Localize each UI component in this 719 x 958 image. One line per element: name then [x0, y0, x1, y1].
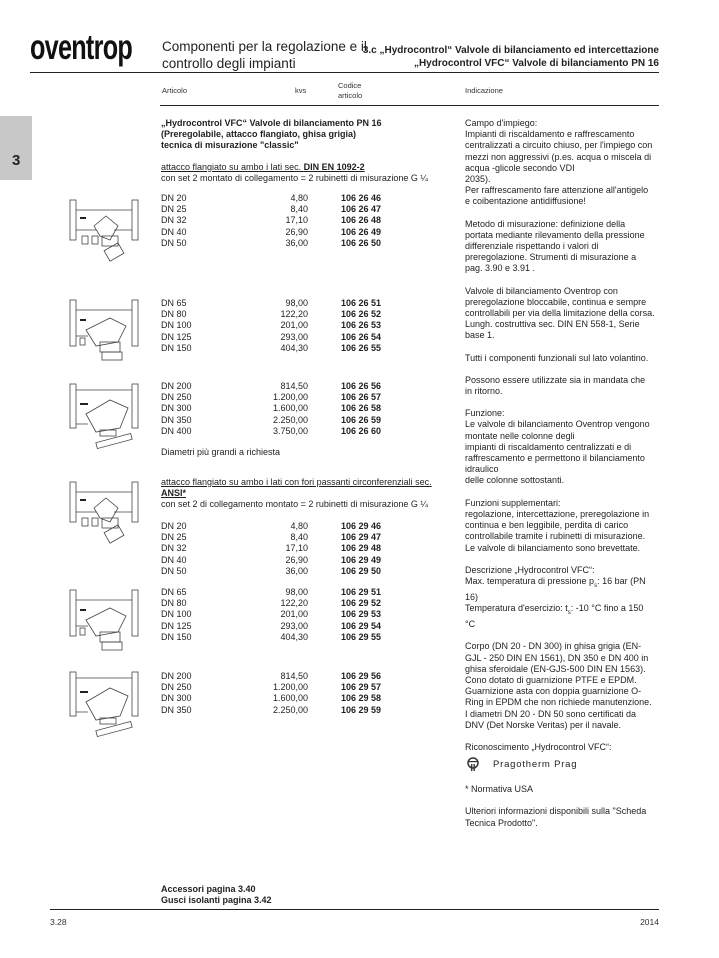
materials-paragraph	[465, 641, 665, 731]
nominal-diameter: DN 32	[161, 215, 187, 226]
table-row	[161, 403, 451, 414]
table-row	[161, 705, 451, 716]
temperature-value-cont: °C	[465, 619, 476, 630]
text-line: Impianti di riscaldamento e raffrescamento	[465, 129, 635, 140]
table-row	[161, 426, 451, 437]
nominal-diameter: DN 250	[161, 682, 192, 693]
column-indicazione: Indicazione	[465, 86, 503, 95]
din-group-2	[161, 298, 451, 354]
article-code: 106 29 57	[341, 682, 382, 693]
nominal-diameter: DN 125	[161, 331, 192, 342]
text-line: controllabili per via della limitazione della corsa.	[465, 308, 655, 319]
ansi-group-2	[161, 587, 451, 643]
kvs-value: 3.750,00	[272, 425, 308, 436]
article-code: 106 26 46	[341, 193, 382, 203]
text-line: Le valvole di bilanciamento sono brevettate.	[465, 542, 641, 553]
din-group-1	[161, 193, 451, 249]
more-info-paragraph	[465, 806, 665, 828]
text-line: Ulteriori informazioni disponibili sulla "Scheda	[465, 806, 647, 817]
kvs-value: 293,00	[280, 331, 308, 342]
measurement-paragraph	[465, 219, 665, 275]
table-row	[161, 309, 451, 320]
article-code: 106 29 47	[341, 532, 382, 543]
pragotherm-logo-icon	[465, 756, 481, 772]
valve-drawing-large-ansi	[66, 668, 144, 738]
function-paragraph	[465, 408, 665, 486]
recognition-title: Riconoscimento „Hydrocontrol VFC“:	[465, 741, 612, 752]
valve-drawing-small-ansi	[66, 478, 144, 548]
column-articolo: Articolo	[162, 86, 188, 95]
page-number: 3.28	[50, 917, 67, 927]
article-code: 106 29 54	[341, 620, 382, 631]
kvs-value: 17,10	[285, 543, 308, 554]
header-title-line2: controllo degli impianti	[162, 56, 296, 71]
chapter-tab	[0, 116, 32, 180]
product-title-line3: tecnica di misurazione "classic"	[161, 140, 299, 151]
ansi-set-text: con set 2 di collegamento montato = 2 rubinetti di misurazione G ¼	[161, 499, 428, 510]
kvs-value: 201,00	[280, 320, 308, 331]
article-code: 106 26 50	[341, 237, 382, 248]
nominal-diameter: DN 150	[161, 342, 192, 353]
article-code: 106 29 59	[341, 704, 382, 715]
section-title-line1: 3.c „Hydrocontrol“ Valvole di bilanciamento ed intercettazione	[362, 45, 659, 56]
text-line: Per raffrescamento fare attenzione all'antigelo	[465, 185, 649, 196]
table-row	[161, 587, 451, 598]
pressure-value: : 16 bar (PN	[597, 575, 646, 586]
nominal-diameter: DN 32	[161, 543, 187, 554]
valve-drawing-medium-ansi	[66, 586, 144, 656]
flow-return-paragraph	[465, 375, 665, 397]
text-line: centralizzati a circuito chiuso, per l'impiego con	[465, 140, 653, 151]
kvs-value: 2.250,00	[272, 414, 308, 425]
nominal-diameter: DN 65	[161, 587, 187, 597]
article-code: 106 29 51	[341, 587, 382, 597]
indicazione-column	[465, 118, 665, 840]
table-row	[161, 320, 451, 331]
nominal-diameter: DN 300	[161, 693, 192, 704]
kvs-value: 8,40	[290, 532, 308, 543]
nominal-diameter: DN 350	[161, 414, 192, 425]
text-line: delle colonne sottostanti.	[465, 475, 565, 486]
usage-paragraph	[465, 118, 665, 208]
article-code: 106 26 53	[341, 320, 382, 331]
text-line: e coibentazione antidiffusione!	[465, 196, 586, 207]
table-row	[161, 215, 451, 226]
article-code: 106 26 58	[341, 403, 382, 414]
table-row	[161, 343, 451, 354]
text-line: Lungh. costruttiva sec. DIN EN 558-1, Serie	[465, 319, 640, 330]
text-line: GJL - 250 DIN EN 1561), DN 350 e DN 400 in	[465, 652, 649, 663]
kvs-value: 122,20	[280, 309, 308, 320]
article-code: 106 26 56	[341, 381, 382, 391]
footer-rule	[50, 909, 659, 910]
article-code: 106 29 52	[341, 598, 382, 609]
text-line: Campo d'impiego:	[465, 118, 538, 128]
kvs-value: 98,00	[285, 298, 308, 308]
nominal-diameter: DN 40	[161, 226, 187, 237]
text-line: controllabile tramite i rubinetti di misurazione.	[465, 531, 646, 542]
text-line: regolazione, intercettazione, preregolazione in	[465, 508, 650, 519]
text-line: pag. 3.90 e 3.91 .	[465, 263, 536, 274]
kvs-value: 814,50	[280, 381, 308, 391]
text-line: Metodo di misurazione: definizione della	[465, 218, 626, 229]
article-code: 106 26 60	[341, 425, 382, 436]
nominal-diameter: DN 400	[161, 425, 192, 436]
kvs-value: 26,90	[285, 226, 308, 237]
table-row	[161, 415, 451, 426]
din-connection-info	[161, 162, 451, 184]
valve-features-paragraph	[465, 286, 665, 342]
din-set-text: con set 2 montato di collegamento = 2 rubinetti di misurazione G ¼	[161, 173, 428, 184]
nominal-diameter: DN 100	[161, 320, 192, 331]
text-line: DNV (Det Norske Veritas) per il navale.	[465, 719, 622, 730]
text-line: Valvole di bilanciamento Oventrop con	[465, 285, 618, 296]
text-line: acqua -glicole secondo VDI	[465, 162, 575, 173]
section-title	[363, 44, 659, 70]
text-line: Corpo (DN 20 - DN 300) in ghisa grigia (EN-	[465, 641, 642, 652]
section-title-line2: „Hydrocontrol VFC“ Valvole di bilanciamento PN 16	[413, 58, 659, 69]
kvs-value: 1.600,00	[272, 403, 308, 414]
article-code: 106 29 48	[341, 543, 382, 554]
text-line: Tecnica Prodotto".	[465, 817, 538, 828]
kvs-value: 404,30	[280, 342, 308, 353]
valve-drawing-medium-din	[66, 296, 144, 366]
nominal-diameter: DN 80	[161, 309, 187, 320]
product-title	[161, 118, 451, 152]
text-line: 2035).	[465, 174, 491, 185]
table-row	[161, 521, 451, 532]
text-line: raffrescamento e permettono il bilanciamento	[465, 453, 645, 464]
nominal-diameter: DN 65	[161, 298, 187, 308]
text-line: Le valvole di bilanciamento Oventrop vengono	[465, 419, 650, 430]
pragotherm-badge	[465, 756, 665, 772]
ansi-group-3	[161, 671, 451, 716]
header-title	[162, 38, 367, 72]
text-line: base 1.	[465, 330, 495, 341]
table-row	[161, 193, 451, 204]
text-line: Tutti i componenti funzionali sul lato volantino.	[465, 352, 649, 363]
nominal-diameter: DN 20	[161, 193, 187, 203]
valve-drawing-small-din	[66, 196, 144, 266]
article-code: 106 26 48	[341, 215, 382, 226]
kvs-value: 8,40	[290, 204, 308, 215]
nominal-diameter: DN 50	[161, 565, 187, 576]
pressure-label: Max. temperatura di pressione p	[465, 575, 595, 586]
header-title-line1: Componenti per la regolazione e il	[162, 39, 367, 54]
kvs-value: 1.200,00	[272, 682, 308, 693]
table-row	[161, 693, 451, 704]
kvs-value: 17,10	[285, 215, 308, 226]
text-line: Guarnizione asta con doppia guarnizione O-	[465, 686, 642, 697]
article-code: 106 29 46	[341, 521, 382, 531]
kvs-value: 26,90	[285, 554, 308, 565]
nominal-diameter: DN 80	[161, 598, 187, 609]
temperature-sub: s	[567, 609, 571, 616]
usa-footnote: * Normativa USA	[465, 784, 534, 795]
article-code: 106 29 56	[341, 671, 382, 681]
kvs-value: 36,00	[285, 237, 308, 248]
kvs-value: 36,00	[285, 565, 308, 576]
table-row	[161, 609, 451, 620]
nominal-diameter: DN 350	[161, 704, 192, 715]
article-code: 106 29 49	[341, 554, 382, 565]
article-code: 106 26 52	[341, 309, 382, 320]
description-title: Descrizione „Hydrocontrol VFC“:	[465, 564, 595, 575]
column-codice-line1: Codice	[338, 81, 362, 90]
oventrop-logo: oventrop	[30, 28, 133, 67]
article-code: 106 26 47	[341, 204, 382, 215]
temperature-value: : -10 °C fino a 150	[570, 603, 644, 614]
table-row	[161, 532, 451, 543]
kvs-value: 293,00	[280, 620, 308, 631]
kvs-value: 201,00	[280, 609, 308, 620]
valve-drawing-large-din	[66, 380, 144, 450]
accessories-note	[161, 884, 451, 906]
text-line: Cono dotato di guarnizione PTFE e EPDM.	[465, 674, 637, 685]
kvs-value: 4,80	[290, 521, 308, 531]
column-kvs: kvs	[295, 86, 307, 95]
table-row	[161, 392, 451, 403]
chapter-number: 3	[12, 152, 21, 169]
text-line: mezzi non aggressivi (p.es. acqua o miscela di	[465, 151, 652, 162]
pressure-sub: s	[594, 582, 598, 589]
text-line: Ring in EPDM che non richiede manutenzione.	[465, 697, 652, 708]
kvs-value: 814,50	[280, 671, 308, 681]
pragotherm-name: Pragotherm Prag	[493, 758, 578, 770]
article-code: 106 29 50	[341, 565, 382, 576]
text-line: continua e ben leggibile, perdita di carico	[465, 520, 629, 531]
text-line: preregolazione bloccabile, continua e sempre	[465, 296, 647, 307]
nominal-diameter: DN 150	[161, 631, 192, 642]
nominal-diameter: DN 25	[161, 204, 187, 215]
table-row	[161, 332, 451, 343]
article-code: 106 26 51	[341, 298, 382, 308]
ansi-norm: ANSI*	[161, 488, 187, 499]
text-line: I diametri DN 20 - DN 50 sono certificati da	[465, 708, 637, 719]
table-row	[161, 204, 451, 215]
ansi-group-1	[161, 521, 451, 577]
table-row	[161, 671, 451, 682]
article-code: 106 26 49	[341, 226, 382, 237]
text-line: montate nelle colonne degli	[465, 430, 575, 441]
kvs-value: 1.600,00	[272, 693, 308, 704]
table-row	[161, 238, 451, 249]
text-line: differenziale rispettando i valori di	[465, 241, 599, 252]
kvs-value: 122,20	[280, 598, 308, 609]
header-rule	[30, 72, 659, 73]
table-row	[161, 682, 451, 693]
table-row	[161, 227, 451, 238]
product-title-line2: (Preregolabile, attacco flangiato, ghisa grigia)	[161, 129, 357, 140]
nominal-diameter: DN 50	[161, 237, 187, 248]
nominal-diameter: DN 100	[161, 609, 192, 620]
kvs-value: 2.250,00	[272, 704, 308, 715]
kvs-value: 404,30	[280, 631, 308, 642]
accessories-link[interactable]: Accessori pagina 3.40	[161, 884, 256, 894]
nominal-diameter: DN 200	[161, 671, 192, 681]
text-line: portata mediante rilevamento della pressione	[465, 229, 645, 240]
article-code: 106 29 58	[341, 693, 382, 704]
insulation-link[interactable]: Gusci isolanti pagina 3.42	[161, 895, 272, 906]
din-norm: DIN EN 1092-2	[303, 162, 365, 172]
text-line: idraulico	[465, 464, 499, 475]
temperature-label: Temperatura d'esercizio: t	[465, 603, 568, 614]
pressure-value-cont: 16)	[465, 591, 479, 602]
extra-functions-paragraph	[465, 498, 665, 554]
din-group-3	[161, 381, 451, 437]
text-line: preregolazione. Strumenti di misurazione a	[465, 252, 637, 263]
din-note: Diametri più grandi a richiesta	[161, 447, 281, 457]
table-row	[161, 566, 451, 577]
article-code: 106 26 54	[341, 331, 382, 342]
din-connection-text: attacco flangiato su ambo i lati sec.	[161, 162, 304, 172]
table-row	[161, 555, 451, 566]
nominal-diameter: DN 300	[161, 403, 192, 414]
column-codice	[338, 81, 362, 101]
table-row	[161, 381, 451, 392]
text-line: Possono essere utilizzate sia in mandata che	[465, 374, 646, 385]
article-code: 106 26 57	[341, 392, 382, 403]
nominal-diameter: DN 250	[161, 392, 192, 403]
ansi-connection-text: attacco flangiato su ambo i lati con fori passanti circonferenziali sec.	[161, 477, 432, 487]
kvs-value: 98,00	[285, 587, 308, 597]
kvs-value: 1.200,00	[272, 392, 308, 403]
text-line: Funzioni supplementari:	[465, 497, 561, 508]
article-code: 106 26 59	[341, 414, 382, 425]
nominal-diameter: DN 40	[161, 554, 187, 565]
table-row	[161, 632, 451, 643]
column-header-rule	[160, 105, 659, 106]
nominal-diameter: DN 25	[161, 532, 187, 543]
nominal-diameter: DN 125	[161, 620, 192, 631]
kvs-value: 4,80	[290, 193, 308, 203]
text-line: ghisa sferoidale (EN-GJS-500 DIN EN 1563).	[465, 663, 646, 674]
components-paragraph	[465, 353, 665, 364]
text-line: impianti di riscaldamento centralizzati e di	[465, 441, 632, 452]
column-codice-line2: articolo	[338, 91, 363, 100]
nominal-diameter: DN 200	[161, 381, 192, 391]
table-row	[161, 543, 451, 554]
article-code: 106 29 53	[341, 609, 382, 620]
table-row	[161, 298, 451, 309]
article-code: 106 26 55	[341, 342, 382, 353]
table-row	[161, 598, 451, 609]
description-paragraph	[465, 565, 665, 631]
table-row	[161, 621, 451, 632]
footer-year: 2014	[640, 917, 659, 927]
nominal-diameter: DN 20	[161, 521, 187, 531]
text-line: in ritorno.	[465, 386, 503, 397]
product-title-line1: „Hydrocontrol VFC“ Valvole di bilanciamento PN 16	[161, 118, 382, 128]
ansi-connection-info	[161, 477, 451, 511]
article-code: 106 29 55	[341, 631, 382, 642]
text-line: Funzione:	[465, 408, 505, 419]
